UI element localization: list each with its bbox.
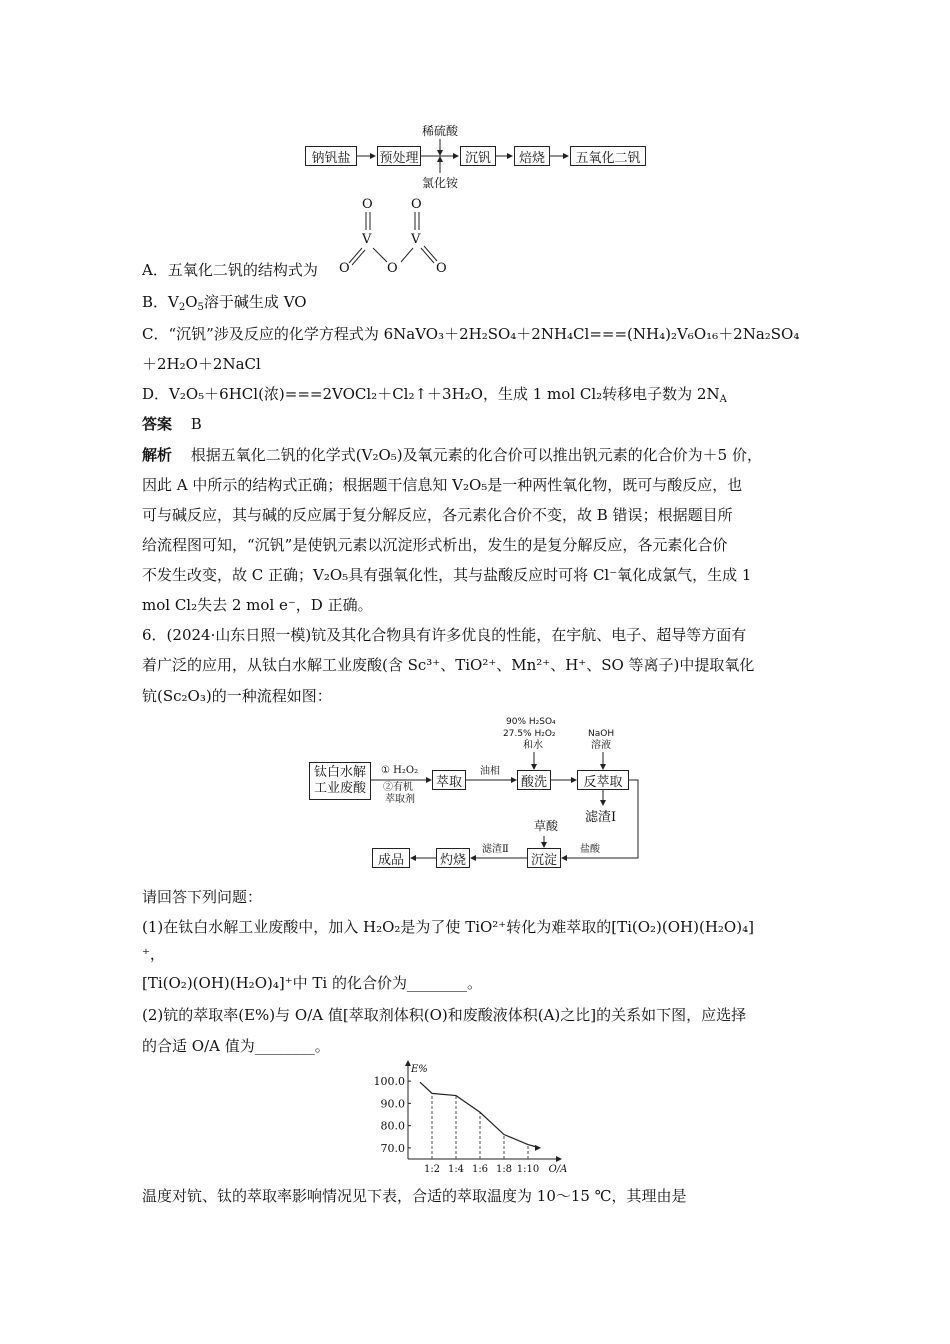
x-tick-label: 1:6	[471, 1164, 489, 1175]
y-tick-label: 90.0	[380, 1097, 405, 1111]
series-line-arrow	[535, 1145, 541, 1151]
q2-line-2: 的合适 O/A 值为________。	[142, 1037, 330, 1055]
atom-o-top-left: O	[362, 197, 373, 212]
q1-line-3: [Ti(O₂)(OH)(H₂O)₄]⁺中 Ti 的化合价为________。	[142, 974, 482, 992]
last-line: 温度对钪、钛的萃取率影响情况见下表，合适的萃取温度为 10～15 ℃，其理由是	[142, 1187, 687, 1205]
flow2-box-acid-wash: 酸洗	[517, 770, 551, 790]
flow2-naoh-2: 溶液	[591, 740, 611, 751]
flow1-box-sodium-vanadate: 钠钒盐	[305, 146, 357, 166]
flow2-residue-2: 滤渣Ⅱ	[482, 844, 509, 855]
flow2-box-calcination: 灼烧	[436, 848, 470, 868]
x-tick-label: 1:8	[495, 1164, 513, 1175]
extraction-rate-chart	[365, 1060, 590, 1178]
answer-label: 答案	[142, 415, 173, 433]
option-b-post: 溶于碱生成 VO	[203, 293, 307, 311]
x-tick-label: 1:4	[447, 1164, 465, 1175]
flow2-oxalic-acid: 草酸	[534, 819, 559, 833]
x-axis-label: O/A	[548, 1164, 568, 1175]
option-c-line-1: C．“沉钒”涉及反应的化学方程式为 6NaVO₃＋2H₂SO₄＋2NH₄Cl===(NH₄)₂V₆O₁₆＋2Na₂SO₄	[142, 325, 800, 343]
q6-line-2: 着广泛的应用，从钛白水解工业废酸(含 Sc³⁺、TiO²⁺、Mn²⁺、H⁺、SO 等离子)中提取氧化	[142, 656, 755, 674]
flow2-acid-3: 和水	[523, 740, 543, 751]
prompt: 请回答下列问题：	[142, 888, 263, 906]
flow2-box-precipitation: 沉淀	[527, 848, 561, 868]
q6-line-1: 6．(2024·山东日照一模)钪及其化合物具有许多优良的性能，在宇航、电子、超导等方面有	[142, 626, 747, 644]
flow1-arrows	[300, 130, 660, 180]
y-tick-label: 100.0	[373, 1075, 405, 1089]
flow1-box-v2o5: 五氧化二钒	[570, 146, 646, 166]
y-tick-label: 70.0	[380, 1141, 405, 1155]
option-a: A．五氧化二钒的结构式为	[142, 261, 318, 279]
atom-o-top-right: O	[411, 197, 422, 212]
answer-value: B	[190, 415, 202, 433]
option-c-line-2: ＋2H₂O＋2NaCl	[142, 355, 261, 373]
analysis-text-1: 根据五氧化二钒的化学式(V₂O₅)及氧元素的化合价可以推出钒元素的化合价为＋5 价，	[190, 446, 762, 464]
q1-line-1: (1)在钛白水解工业废酸中，加入 H₂O₂是为了使 TiO²⁺转化为难萃取的[Ti(O₂)(OH)(H₂O)₄]	[142, 918, 754, 936]
flow1-box-vanadium-precipitation: 沉钒	[460, 146, 496, 166]
x-tick-label: 1:10	[516, 1164, 540, 1175]
flow1-label-sulfuric-acid: 稀硫酸	[422, 124, 459, 138]
atom-v-left: V	[362, 232, 372, 247]
option-b-pre: B．V	[142, 293, 179, 311]
analysis-label: 解析	[142, 446, 173, 464]
flow2-acid-1: 90% H₂SO₄	[506, 717, 556, 727]
flow2-acid-2: 27.5% H₂O₂	[503, 729, 556, 739]
x-axis-arrow	[556, 1156, 562, 1162]
flow1-box-pretreatment: 预处理	[377, 146, 421, 166]
analysis-line-2: 因此 A 中所示的结构式正确；根据题干信息知 V₂O₅是一种两性氧化物，既可与酸反应，也	[142, 476, 743, 494]
analysis-line-6: mol Cl₂失去 2 mol e⁻，D 正确。	[142, 596, 373, 614]
x-tick-label: 1:2	[423, 1164, 441, 1175]
flow2-residue-1: 滤渣Ⅰ	[585, 810, 617, 825]
flow2-reagent-h2o2: ① H₂O₂	[381, 765, 419, 776]
flow2-reagent-organic-2: 萃取剂	[385, 794, 415, 805]
y-axis-label: E%	[411, 1064, 428, 1075]
flow2-hydrochloric-acid: 盐酸	[580, 844, 600, 855]
q6-line-3: 钪(Sc₂O₃)的一种流程如图：	[142, 687, 332, 705]
flow2-organic-phase: 油相	[480, 766, 500, 777]
analysis-line-4: 给流程图可知，“沉钒”是使钒元素以沉淀形式析出，发生的是复分解反应，各元素化合价	[142, 536, 728, 554]
flow1-box-roasting: 焙烧	[514, 146, 550, 166]
option-b-mid: O	[185, 293, 198, 311]
y-tick-label: 80.0	[380, 1119, 405, 1133]
option-d-sub: A	[719, 394, 727, 405]
atom-v-right: V	[411, 232, 421, 247]
flow2-box-extraction: 萃取	[432, 770, 466, 790]
flow2-box-waste-acid-text: 钛白水解工业废酸	[313, 765, 366, 796]
atom-o-bottom-left: O	[339, 261, 350, 276]
analysis-line-5: 不发生改变，故 C 正确；V₂O₅具有强氧化性，其与盐酸反应时可将 Cl⁻氧化成氯气，生成 1	[142, 566, 752, 584]
flow1-label-ammonium-chloride: 氯化铵	[422, 176, 459, 190]
q2-line-1: (2)钪的萃取率(E%)与 O/A 值[萃取剂体积(O)和废酸液体积(A)之比]的关系如下图，应选择	[142, 1006, 747, 1024]
atom-o-bridge: O	[387, 261, 398, 276]
analysis-line-1	[142, 445, 762, 465]
flow2-reagent-organic-1: ②有机	[383, 782, 413, 793]
option-b: B．$V_2O_5$溶于碱生成 VO	[142, 293, 307, 313]
flow2-box-back-extraction: 反萃取	[577, 770, 629, 790]
q1-line-2: ⁺，	[142, 945, 165, 963]
answer-line	[142, 414, 202, 434]
flow2-arrows	[300, 700, 650, 880]
option-d	[142, 384, 727, 404]
atom-o-bottom-right: O	[436, 261, 447, 276]
option-d-text: D．V₂O₅＋6HCl(浓)===2VOCl₂＋Cl₂↑＋3H₂O，生成 1 mol Cl₂转移电子数为 2N	[142, 385, 720, 403]
flow2-box-product: 成品	[372, 848, 410, 868]
analysis-line-3: 可与碱反应，其与碱的反应属于复分解反应，各元素化合价不变，故 B 错误；根据题目所	[142, 506, 733, 524]
flow2-naoh-1: NaOH	[588, 729, 615, 739]
